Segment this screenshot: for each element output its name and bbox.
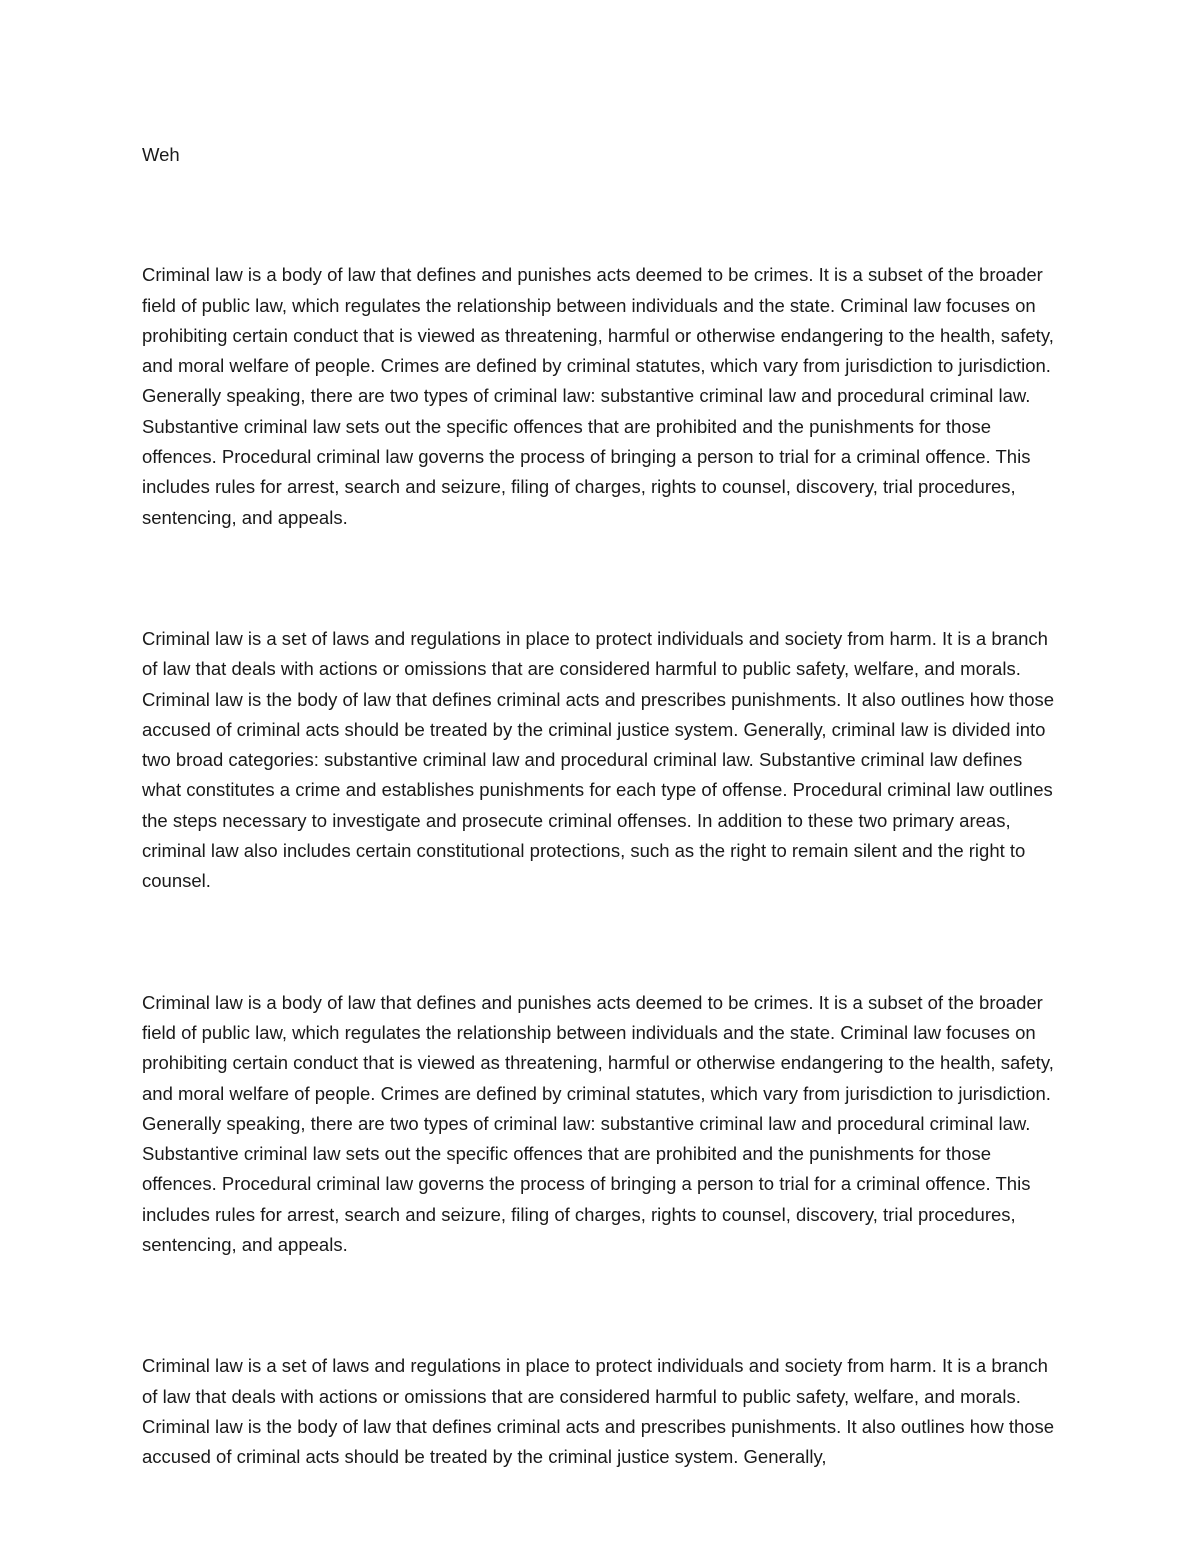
document-body: [142, 140, 1062, 1473]
document-title: Weh: [142, 144, 180, 165]
paragraph: Criminal law is a set of laws and regulations in place to protect individuals and society from harm. It is a branch of law that deals with actions or omissions that are considered harmful to public safety, welfare, and morals. Criminal law is the body of law that defines criminal acts and prescribes punishments. It also outlines how those accused of criminal acts should be treated by the criminal justice system. Generally,: [142, 1355, 1055, 1468]
paragraph: Criminal law is a body of law that defines and punishes acts deemed to be crimes. It is a subset of the broader field of public law, which regulates the relationship between individuals and the state. Criminal law focuses on prohibiting certain conduct that is viewed as threatening, harmful or otherwise endangering to the health, safety, and moral welfare of people. Crimes are defined by criminal statutes, which vary from jurisdiction to jurisdiction. Generally speaking, there are two types of criminal law: substantive criminal law and procedural criminal law. Substantive criminal law sets out the specific offences that are prohibited and the punishments for those offences. Procedural criminal law governs the process of bringing a person to trial for a criminal offence. This includes rules for arrest, search and seizure, filing of charges, rights to counsel, discovery, trial procedures, sentencing, and appeals.: [142, 991, 1054, 1256]
paragraph: Criminal law is a set of laws and regulations in place to protect individuals and society from harm. It is a branch of law that deals with actions or omissions that are considered harmful to public safety, welfare, and morals. Criminal law is the body of law that defines criminal acts and prescribes punishments. It also outlines how those accused of criminal acts should be treated by the criminal justice system. Generally, criminal law is divided into two broad categories: substantive criminal law and procedural criminal law. Substantive criminal law defines what constitutes a crime and establishes punishments for each type of offense. Procedural criminal law outlines the steps necessary to investigate and prosecute criminal offenses. In addition to these two primary areas, criminal law also includes certain constitutional protections, such as the right to remain silent and the right to counsel.: [142, 627, 1055, 892]
paragraph: Criminal law is a body of law that defines and punishes acts deemed to be crimes. It is a subset of the broader field of public law, which regulates the relationship between individuals and the state. Criminal law focuses on prohibiting certain conduct that is viewed as threatening, harmful or otherwise endangering to the health, safety, and moral welfare of people. Crimes are defined by criminal statutes, which vary from jurisdiction to jurisdiction. Generally speaking, there are two types of criminal law: substantive criminal law and procedural criminal law. Substantive criminal law sets out the specific offences that are prohibited and the punishments for those offences. Procedural criminal law governs the process of bringing a person to trial for a criminal offence. This includes rules for arrest, search and seizure, filing of charges, rights to counsel, discovery, trial procedures, sentencing, and appeals.: [142, 264, 1054, 528]
